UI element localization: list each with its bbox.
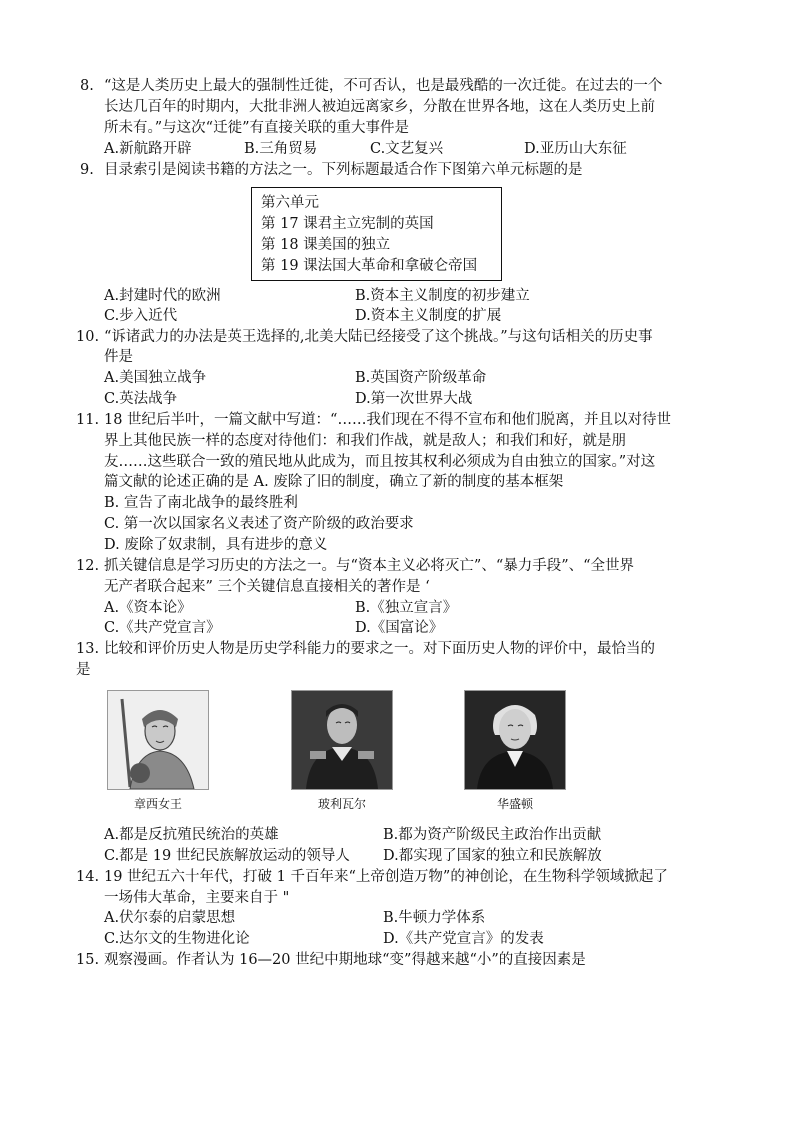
q14-option-d: D.《共产党宣言》的发表 <box>383 931 544 947</box>
q8-option-a: A.新航路开辟 <box>104 141 192 157</box>
q8-option-d: D.亚历山大东征 <box>524 141 627 157</box>
q8-stem-line-1: “这是人类历史上最大的强制性迁徙，不可否认，也是最残酷的一次迁徙。在过去的一个 <box>104 78 663 94</box>
q11-stem-line-4: 篇文献的论述正确的是 A. 废除了旧的制度，确立了新的制度的基本框架 <box>104 474 564 490</box>
q12-option-c: C.《共产党宣言》 <box>104 620 221 636</box>
q9-number: 9. <box>80 162 94 178</box>
q13-option-b: B.都为资产阶级民主政治作出贡献 <box>383 827 602 843</box>
q11-option-d: D. 废除了奴隶制，具有进步的意义 <box>104 537 328 553</box>
q14-number: 14. <box>76 869 100 885</box>
toc-lesson-18: 第 18 课美国的独立 <box>261 237 391 253</box>
toc-unit-title: 第六单元 <box>261 195 319 211</box>
q11-option-b: B. 宣告了南北战争的最终胜利 <box>104 495 298 511</box>
q14-stem-line-1: 19 世纪五六十年代，打破 1 千百年来“上帝创造万物”的神创论，在生物科学领域掀起了 <box>104 869 668 885</box>
q9-option-b: B.资本主义制度的初步建立 <box>355 288 530 304</box>
table-of-contents-box <box>251 187 502 281</box>
q13-number: 13. <box>76 641 100 657</box>
q12-option-d: D.《国富论》 <box>355 620 444 636</box>
q14-stem-line-2: 一场伟大革命，主要来自于 " <box>104 890 290 906</box>
q8-option-b: B.三角贸易 <box>244 141 318 157</box>
q10-option-d: D.第一次世界大战 <box>355 391 473 407</box>
toc-lesson-17: 第 17 课君主立宪制的英国 <box>261 216 434 232</box>
q13-option-d: D.都实现了国家的独立和民族解放 <box>383 848 602 864</box>
q11-number: 11. <box>76 412 100 428</box>
q9-option-a: A.封建时代的欧洲 <box>104 288 221 304</box>
q8-stem-line-2: 长达几百年的时期内，大批非洲人被迫远离家乡，分散在世界各地，这在人类历史上前 <box>104 99 655 115</box>
q15-number: 15. <box>76 952 100 968</box>
q13-option-c: C.都是 19 世纪民族解放运动的领导人 <box>104 848 350 864</box>
q10-option-a: A.美国独立战争 <box>104 370 207 386</box>
q8-number: 8. <box>80 78 94 94</box>
portrait-rani-of-jhansi <box>107 690 209 790</box>
q11-stem-line-1: 18 世纪后半叶，一篇文献中写道：“……我们现在不得不宣布和他们脱离，并且以对待世 <box>104 412 671 428</box>
q10-number: 10. <box>76 329 100 345</box>
q13-stem-line-2: 是 <box>76 662 91 678</box>
q10-option-b: B.英国资产阶级革命 <box>355 370 487 386</box>
q8-option-c: C.文艺复兴 <box>370 141 444 157</box>
q12-stem-line-2: 无产者联合起来” 三个关键信息直接相关的著作是 ‘ <box>104 579 430 595</box>
portrait-washington <box>464 690 566 790</box>
q12-stem-line-1: 抓关键信息是学习历史的方法之一。与“资本主义必将灭亡”、“暴力手段”、“全世界 <box>104 558 635 574</box>
toc-lesson-19: 第 19 课法国大革命和拿破仑帝国 <box>261 258 478 274</box>
q9-option-d: D.资本主义制度的扩展 <box>355 308 502 324</box>
q10-stem-line-1: “诉诸武力的办法是英王选择的,北美大陆已经接受了这个挑战。”与这句话相关的历史事 <box>104 329 653 345</box>
q10-option-c: C.英法战争 <box>104 391 178 407</box>
q13-option-a: A.都是反抗殖民统治的英雄 <box>104 827 279 843</box>
q13-stem-line-1: 比较和评价历史人物是历史学科能力的要求之一。对下面历史人物的评价中，最恰当的 <box>104 641 655 657</box>
q11-option-c: C. 第一次以国家名义表述了资产阶级的政治要求 <box>104 516 414 532</box>
q8-stem-line-3: 所未有。”与这次“迁徙”有直接关联的重大事件是 <box>104 120 409 136</box>
q12-number: 12. <box>76 558 100 574</box>
q11-stem-line-2: 界上其他民族一样的态度对待他们：和我们作战，就是敌人；和我们和好，就是朋 <box>104 433 626 449</box>
q11-stem-line-3: 友……这些联合一致的殖民地从此成为，而且按其权利必须成为自由独立的国家。”对这 <box>104 454 656 470</box>
caption-washington: 华盛顿 <box>496 797 533 811</box>
q9-option-c: C.步入近代 <box>104 308 178 324</box>
q10-stem-line-2: 件是 <box>104 349 133 365</box>
q12-option-a: A.《资本论》 <box>104 600 192 616</box>
portrait-bolivar <box>291 690 393 790</box>
q12-option-b: B.《独立宣言》 <box>355 600 458 616</box>
q14-option-b: B.牛顿力学体系 <box>383 910 486 926</box>
q9-stem: 目录索引是阅读书籍的方法之一。下列标题最适合作下图第六单元标题的是 <box>104 162 583 178</box>
caption-bolivar: 玻利瓦尔 <box>317 797 366 811</box>
q14-option-a: A.伏尔泰的启蒙思想 <box>104 910 236 926</box>
q15-stem: 观察漫画。作者认为 16—20 世纪中期地球“变”得越来越“小”的直接因素是 <box>104 952 586 968</box>
q14-option-c: C.达尔文的生物进化论 <box>104 931 250 947</box>
caption-rani-of-jhansi: 章西女王 <box>133 797 182 811</box>
